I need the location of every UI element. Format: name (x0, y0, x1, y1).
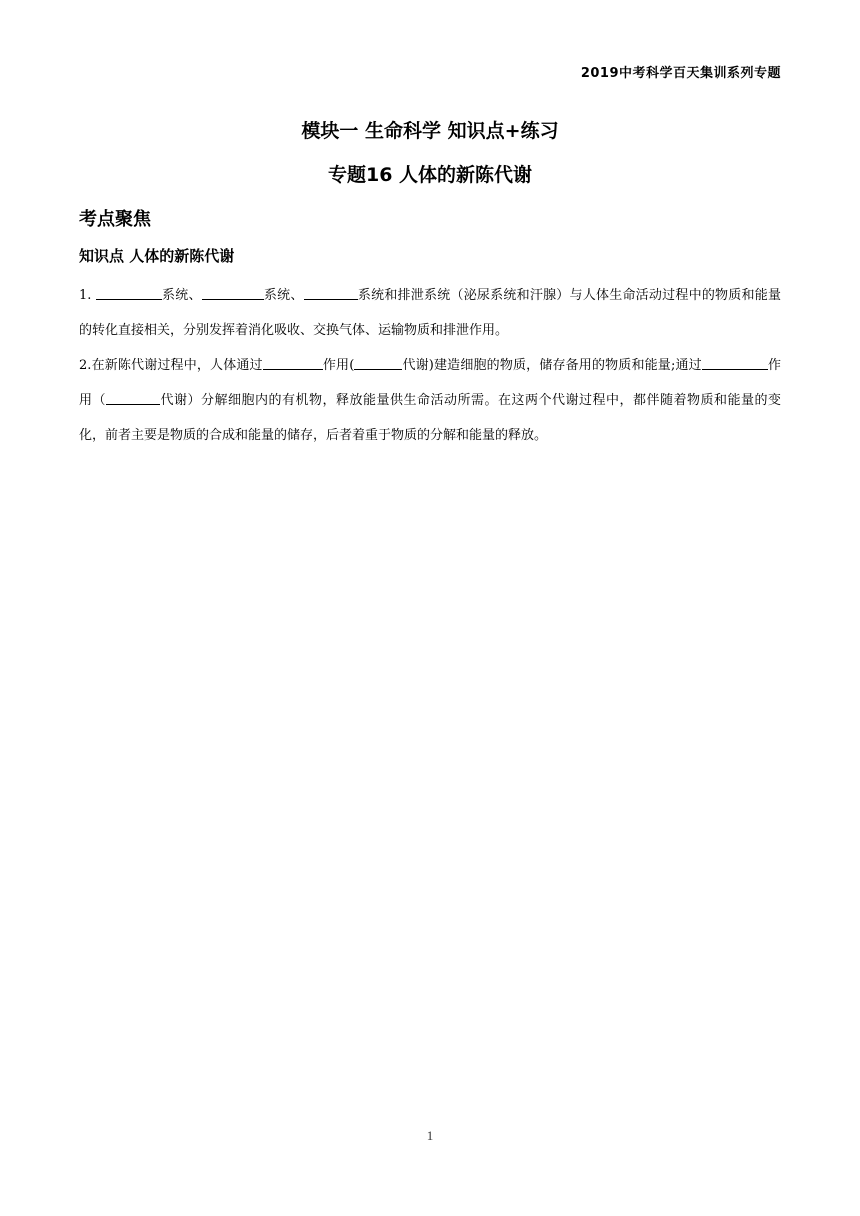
paragraph-2 (79, 348, 781, 453)
paragraph-2-text-4: 作用（ (79, 358, 782, 408)
paragraph-1 (79, 278, 781, 348)
paragraph-1-text-2: 系统、 (263, 288, 304, 303)
fill-blank-3[interactable] (304, 285, 358, 300)
series-header: 2019中考科学百天集训系列专题 (580, 66, 781, 81)
paragraph-1-text-3: 系统和排泄系统（泌尿系统和汗腺）与人体生命活动过程中的物质和能量的转化直接相关，分别发挥着消化吸收、交换气体、运输物质和排泄作用。 (79, 288, 781, 338)
paragraph-2-text-3: 代谢)建造细胞的物质，储存备用的物质和能量;通过 (402, 358, 702, 373)
topic-title: 专题16 人体的新陈代谢 (327, 164, 533, 186)
fill-blank-7[interactable] (106, 390, 160, 405)
knowledge-point-heading: 知识点 人体的新陈代谢 (79, 247, 235, 265)
fill-blank-5[interactable] (354, 355, 402, 370)
knowledge-content (79, 278, 781, 453)
page-number: 1 (426, 1128, 434, 1143)
fill-blank-4[interactable] (263, 355, 323, 370)
fill-blank-1[interactable] (96, 285, 162, 300)
fill-blank-2[interactable] (202, 285, 264, 300)
fill-blank-6[interactable] (702, 355, 768, 370)
module-title: 模块一 生命科学 知识点+练习 (301, 120, 559, 142)
section-heading: 考点聚焦 (79, 209, 151, 230)
paragraph-1-number: 1. (79, 288, 92, 303)
paragraph-2-text-5: 代谢）分解细胞内的有机物，释放能量供生命活动所需。在这两个代谢过程中，都伴随着物质和能量的变化，前者主要是物质的合成和能量的储存，后者着重于物质的分解和能量的释放。 (79, 393, 781, 443)
paragraph-2-text-1: 2.在新陈代谢过程中，人体通过 (79, 358, 263, 373)
paragraph-2-text-2: 作用( (322, 358, 355, 373)
paragraph-1-text-1: 系统、 (161, 288, 202, 303)
